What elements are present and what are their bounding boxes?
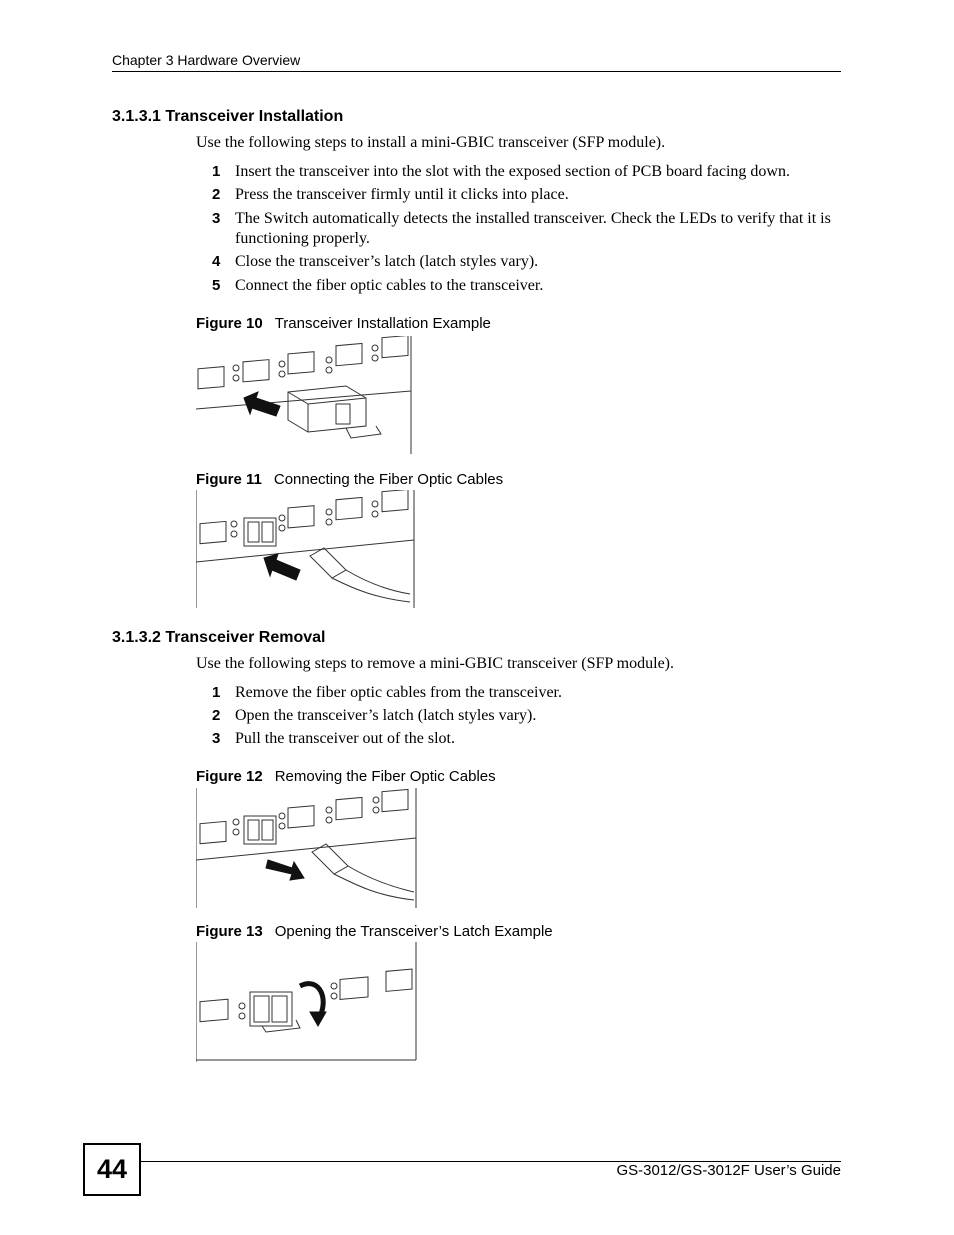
figure-title: Connecting the Fiber Optic Cables bbox=[273, 471, 504, 488]
figure-caption bbox=[196, 768, 496, 785]
step-text: Press the transceiver firmly until it clicks into place. bbox=[235, 186, 569, 203]
removal-intro: Use the following steps to remove a mini-GBIC transceiver (SFP module). bbox=[196, 655, 674, 672]
step-text: Close the transceiver’s latch (latch styles vary). bbox=[235, 253, 539, 270]
step-number: 5 bbox=[212, 277, 221, 294]
step-text: Open the transceiver’s latch (latch styles vary). bbox=[235, 707, 537, 724]
running-header: Chapter 3 Hardware Overview bbox=[112, 52, 301, 68]
figure-12-illustration bbox=[196, 788, 418, 908]
page-number: 44 bbox=[83, 1143, 141, 1196]
figure-title: Removing the Fiber Optic Cables bbox=[274, 768, 496, 785]
figure-title: Opening the Transceiver’s Latch Example bbox=[274, 923, 553, 940]
figure-11-illustration bbox=[196, 490, 416, 608]
step-text: Insert the transceiver into the slot with the exposed section of PCB board facing down. bbox=[235, 163, 790, 180]
removal-step bbox=[196, 729, 842, 749]
figure-caption bbox=[196, 923, 553, 940]
guide-title: GS-3012/GS-3012F User’s Guide bbox=[616, 1162, 841, 1179]
step-number: 3 bbox=[212, 730, 221, 747]
step-text: Connect the fiber optic cables to the transceiver. bbox=[235, 277, 544, 294]
header-rule bbox=[112, 71, 841, 72]
install-step bbox=[196, 185, 842, 205]
install-step bbox=[196, 252, 842, 272]
figure-caption bbox=[196, 315, 491, 332]
step-number: 4 bbox=[212, 253, 221, 270]
step-number: 1 bbox=[212, 684, 221, 701]
step-text: Remove the fiber optic cables from the transceiver. bbox=[235, 684, 562, 701]
install-step bbox=[196, 276, 842, 296]
figure-label: Figure 10 bbox=[196, 315, 263, 332]
figure-title: Transceiver Installation Example bbox=[274, 315, 491, 332]
step-number: 3 bbox=[212, 210, 221, 227]
step-number: 2 bbox=[212, 707, 221, 724]
step-number: 2 bbox=[212, 186, 221, 203]
figure-label: Figure 11 bbox=[196, 471, 262, 488]
figure-10-illustration bbox=[196, 336, 416, 454]
install-step bbox=[196, 209, 842, 249]
figure-caption bbox=[196, 471, 503, 488]
removal-step bbox=[196, 683, 842, 703]
install-intro: Use the following steps to install a mini-GBIC transceiver (SFP module). bbox=[196, 134, 666, 151]
figure-label: Figure 12 bbox=[196, 768, 263, 785]
figure-label: Figure 13 bbox=[196, 923, 263, 940]
install-heading: 3.1.3.1 Transceiver Installation bbox=[112, 108, 344, 125]
removal-step bbox=[196, 706, 842, 726]
removal-heading: 3.1.3.2 Transceiver Removal bbox=[112, 629, 326, 646]
step-number: 1 bbox=[212, 163, 221, 180]
step-text: Pull the transceiver out of the slot. bbox=[235, 730, 455, 747]
install-step bbox=[196, 162, 842, 182]
step-text: The Switch automatically detects the installed transceiver. Check the LEDs to verify that it is functioning properly. bbox=[235, 210, 831, 247]
figure-13-illustration bbox=[196, 942, 418, 1062]
